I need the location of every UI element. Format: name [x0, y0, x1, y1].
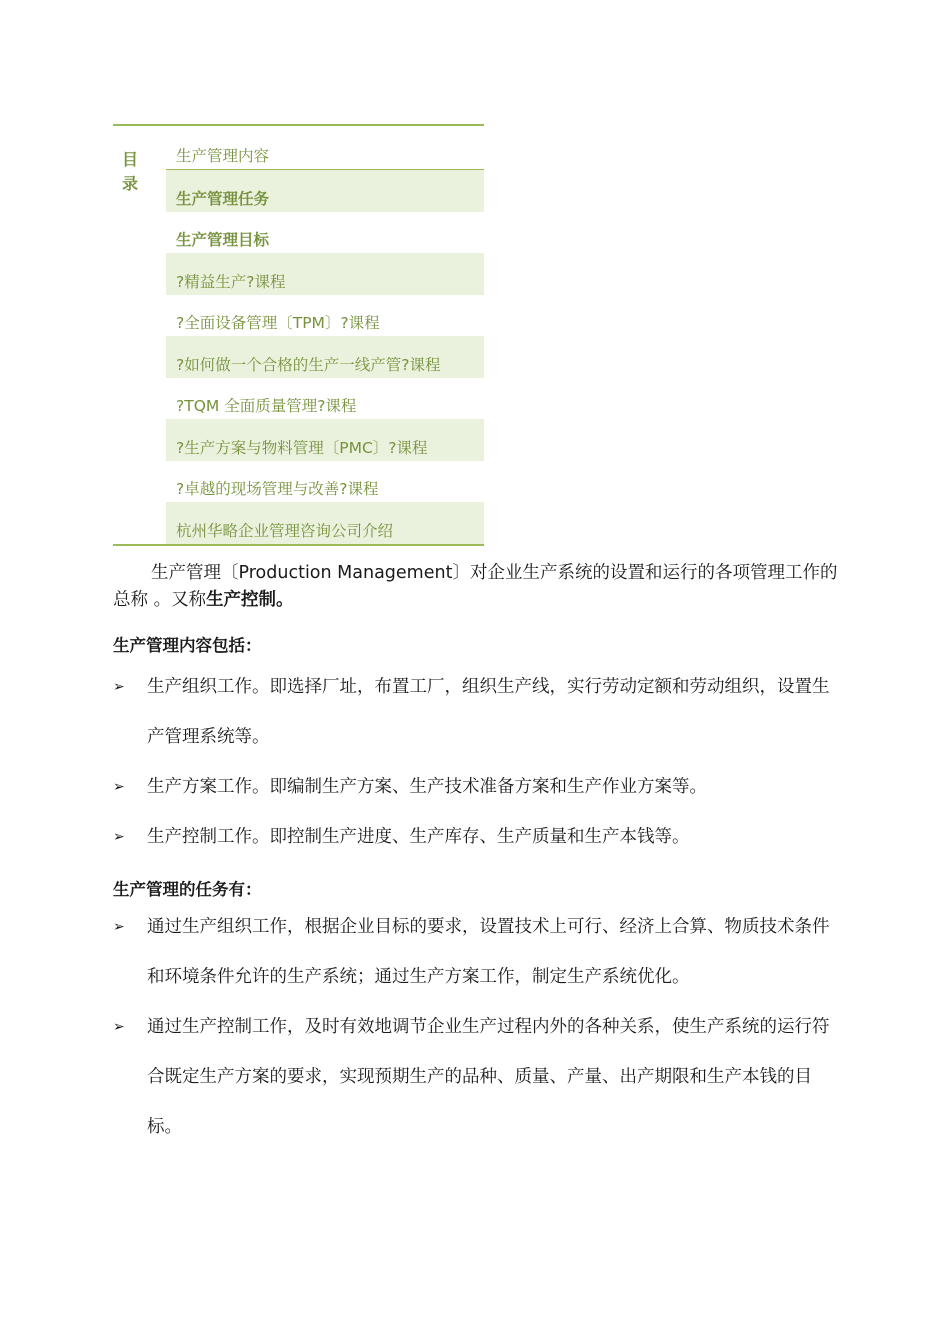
table-of-contents — [113, 124, 484, 546]
toc-item-tqm-course[interactable]: ?TQM 全面质量管理?课程 — [176, 397, 357, 415]
section-title-content: 生产管理内容包括： — [113, 636, 262, 655]
list-item — [113, 1002, 843, 1152]
toc-item-content[interactable]: 生产管理内容 — [166, 137, 484, 170]
list-item — [113, 762, 843, 812]
toc-item-tasks[interactable]: 生产管理任务 — [166, 170, 484, 212]
bullet-arrow-icon: ➢ — [113, 1019, 125, 1035]
toc-item-tpm-course[interactable]: ?全面设备管理〔TPM〕?课程 — [176, 314, 380, 332]
list-item — [113, 812, 843, 862]
toc-item-company-intro[interactable]: 杭州华略企业管理咨询公司介绍 — [166, 502, 484, 544]
toc-item-lean-course[interactable]: ?精益生产?课程 — [166, 253, 484, 295]
intro-paragraph — [113, 560, 843, 614]
toc-item-goals[interactable]: 生产管理目标 — [176, 231, 270, 249]
intro-bold: 生产控制。 — [206, 590, 294, 610]
list-item-text: 通过生产组织工作，根据企业目标的要求，设置技术上可行、经济上合算、物质技术条件和环境条件允许的生产系统；通过生产方案工作，制定生产系统优化。 — [147, 917, 830, 987]
toc-item-site-course[interactable]: ?卓越的现场管理与改善?课程 — [176, 480, 379, 498]
list-item-text: 生产控制工作。即控制生产进度、生产库存、生产质量和生产本钱等。 — [147, 827, 690, 847]
intro-text: 生产管理〔Production Management〕对企业生产系统的设置和运行的各项管理工作的总称 。又称 — [113, 563, 838, 610]
toc-heading: 目录 — [122, 150, 139, 193]
toc-item-frontline-course[interactable]: ?如何做一个合格的生产一线产管?课程 — [166, 336, 484, 378]
bullet-arrow-icon: ➢ — [113, 679, 125, 695]
list-item-text: 通过生产控制工作，及时有效地调节企业生产过程内外的各种关系，使生产系统的运行符合既定生产方案的要求，实现预期生产的品种、质量、产量、出产期限和生产本钱的目标。 — [147, 1017, 830, 1137]
section-title-tasks: 生产管理的任务有： — [113, 880, 262, 899]
list-item — [113, 902, 843, 1002]
bullet-arrow-icon: ➢ — [113, 829, 125, 845]
document-body — [113, 560, 843, 1152]
toc-item-pmc-course[interactable]: ?生产方案与物料管理〔PMC〕?课程 — [166, 419, 484, 461]
bullet-arrow-icon: ➢ — [113, 919, 125, 935]
toc-list — [166, 126, 484, 544]
list-item-text: 生产组织工作。即选择厂址，布置工厂，组织生产线，实行劳动定额和劳动组织，设置生产管理系统等。 — [147, 677, 830, 747]
list-item-text: 生产方案工作。即编制生产方案、生产技术准备方案和生产作业方案等。 — [147, 777, 707, 797]
bullet-arrow-icon: ➢ — [113, 779, 125, 795]
list-item — [113, 662, 843, 762]
